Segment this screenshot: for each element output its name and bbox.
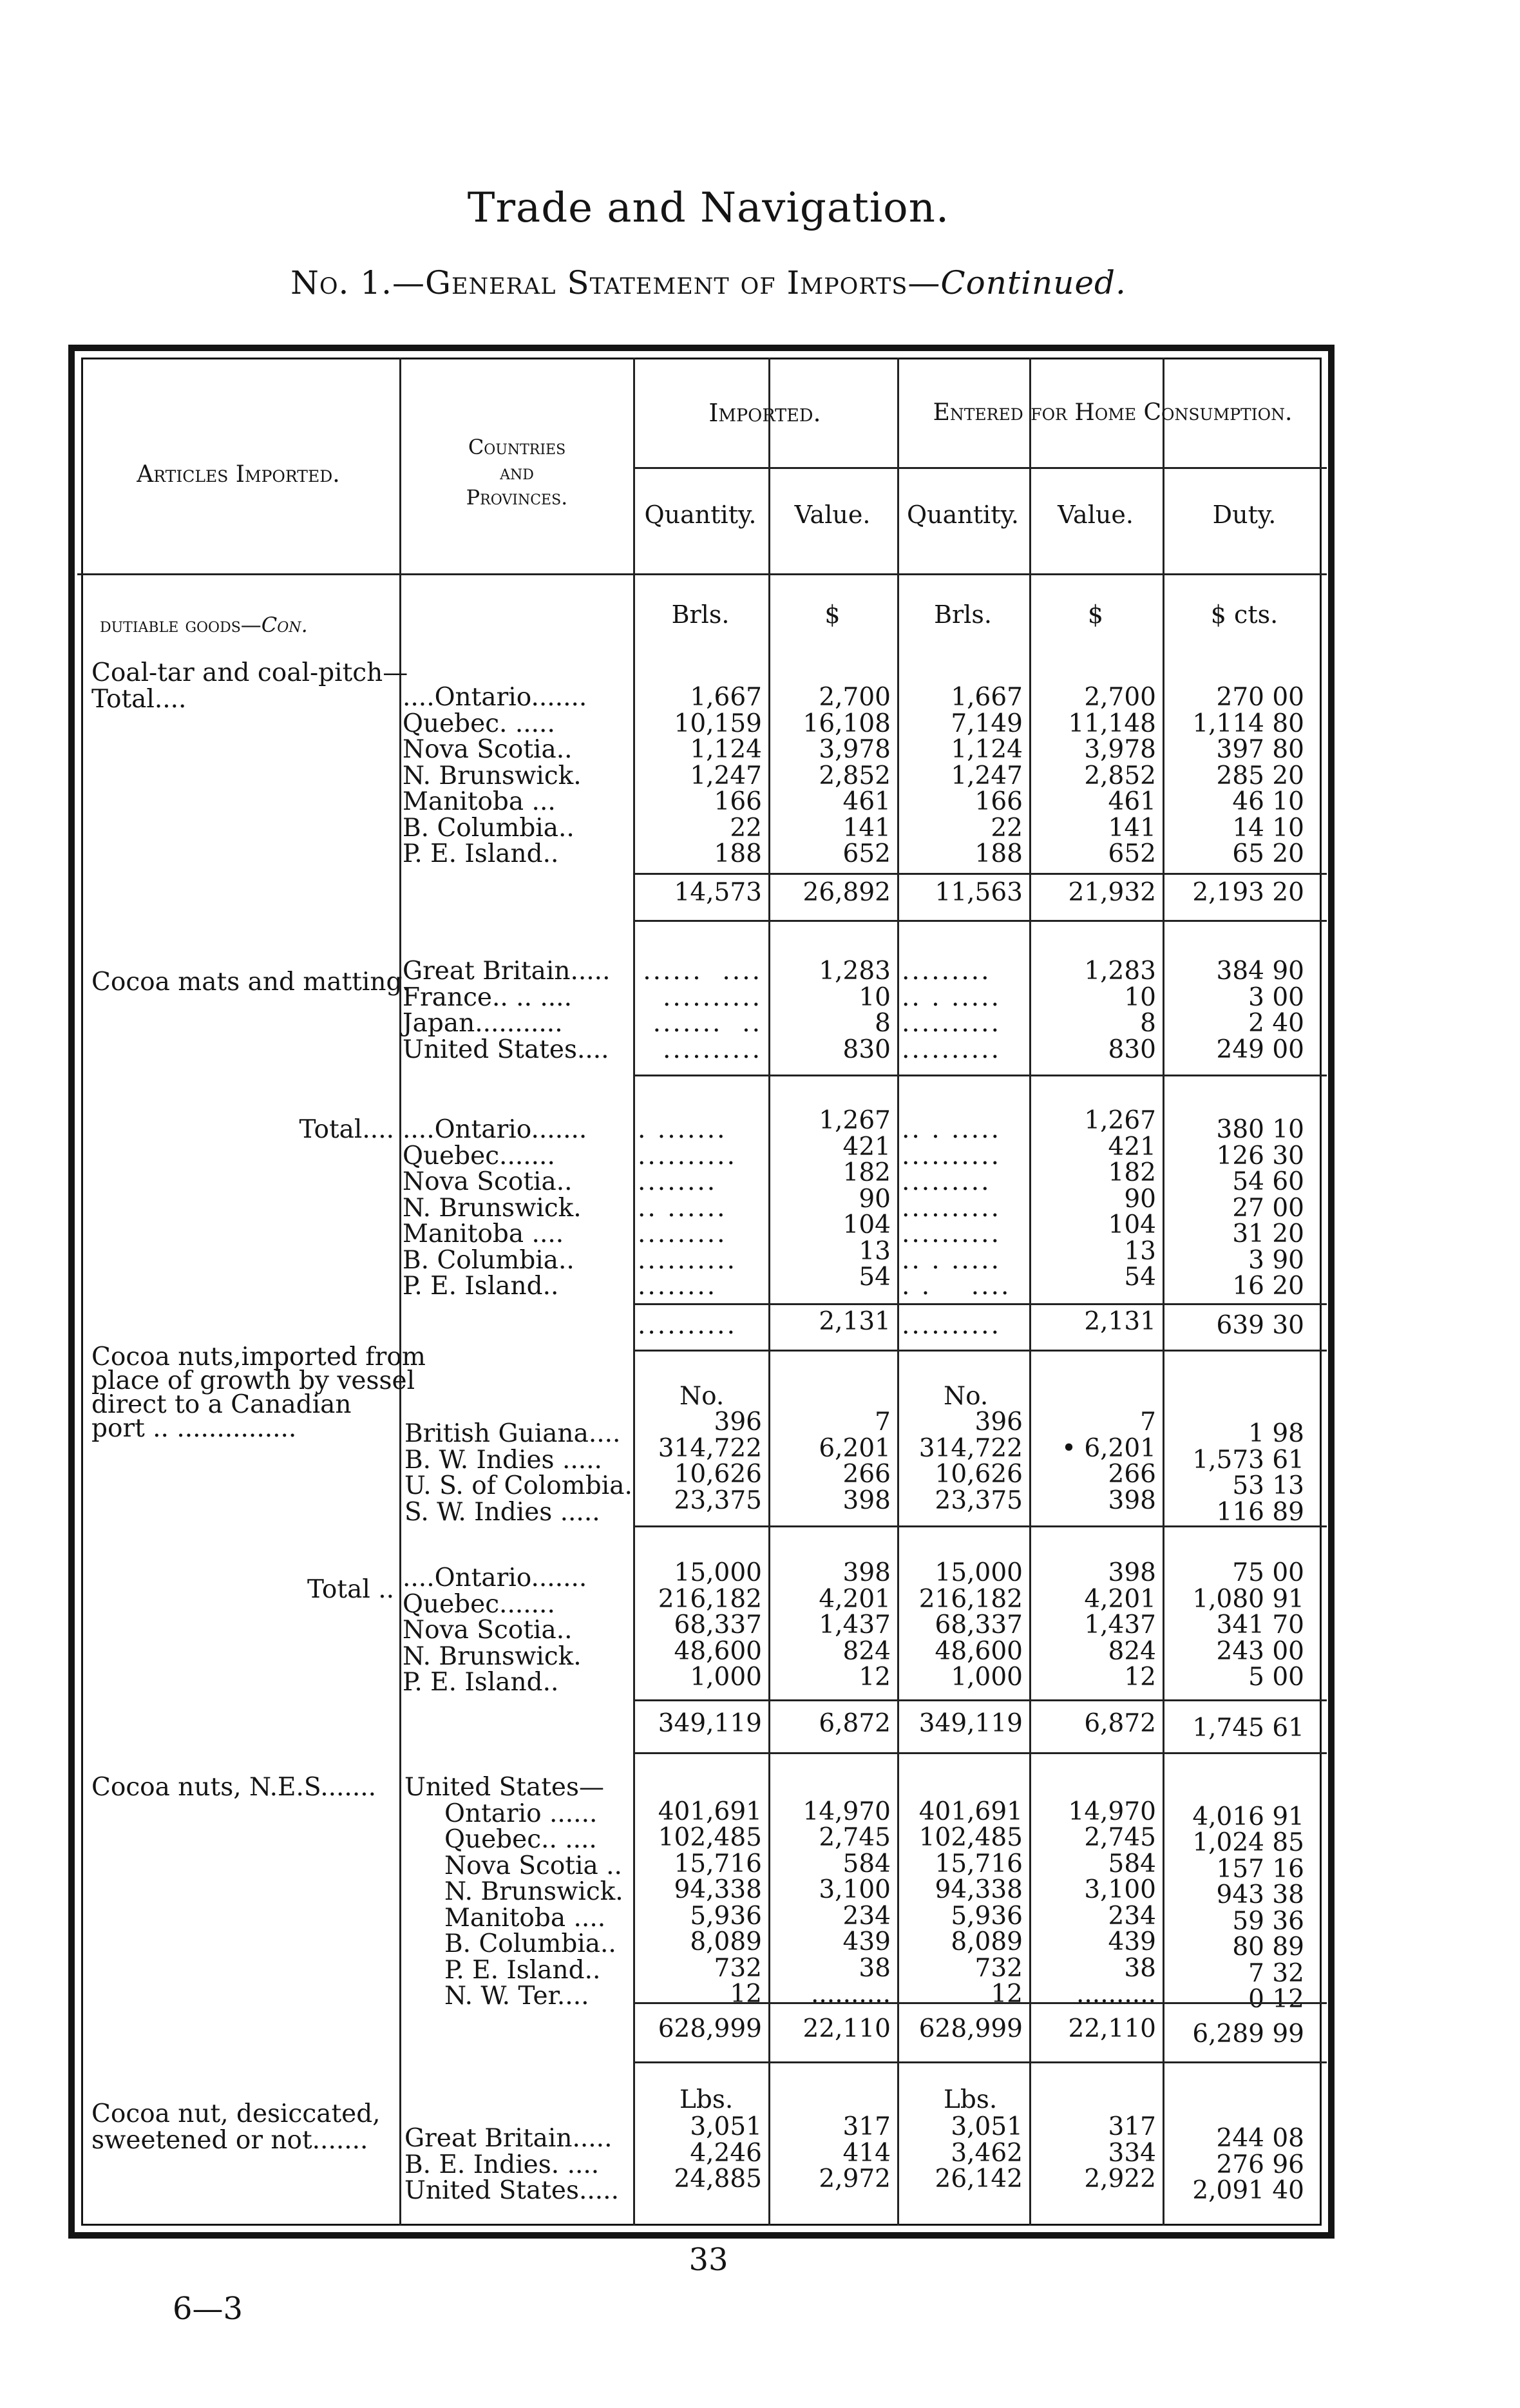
rule-coal-tar-total-top xyxy=(634,873,1327,875)
unit-lbs-home: Lbs. xyxy=(944,2085,998,2114)
total-qty2-coal-tar: 11,563 xyxy=(935,878,1023,907)
countries-cocoa-nut-desiccated: Great Britain..... B. E. Indies. .... United States..... xyxy=(404,2124,619,2205)
duty-cocoa-nuts-direct: 1 98 1,573 61 53 13 116 89 xyxy=(1192,1419,1304,1527)
article-cocoa-nuts-direct: Cocoa nuts,imported from place of growth by vessel direct to a Canadian port .. ............... xyxy=(91,1343,426,1443)
qty2-coal-tar: 1,667 7,149 1,124 1,247 166 22 188 xyxy=(951,683,1023,868)
rule-cocoa-nuts-nes-total-bottom xyxy=(634,2061,1327,2063)
countries-cocoa-nuts-direct: British Guiana.... B. W. Indies ..... U. S. of Colombia. S. W. Indies ..... xyxy=(404,1419,632,1527)
total-val-cocoa-mats: 2,131 xyxy=(819,1307,891,1336)
unit-duty: $ cts. xyxy=(1210,600,1278,629)
total-qty-coal-tar: 14,573 xyxy=(674,878,762,907)
unit-lbs-imported: Lbs. xyxy=(679,2085,734,2114)
val-cocoa-mats: 1,283 10 8 830 xyxy=(819,957,891,1064)
header-imported-value: Value. xyxy=(794,501,871,529)
subtitle-main: No. 1.—General Statement of Imports— xyxy=(290,264,941,301)
subtitle-continued: Continued. xyxy=(940,264,1126,301)
article-coal-tar: Coal-tar and coal-pitch— Total.... xyxy=(91,658,408,714)
val2-cocoa-nuts-total: 398 4,201 1,437 824 12 xyxy=(1084,1558,1156,1692)
unit-home-value: $ xyxy=(1087,600,1104,629)
qty-cocoa-mats: ...... .... .......... ....... .. .......... xyxy=(643,957,762,1064)
duty-cocoa-nuts-nes: 4,016 91 1,024 85 157 16 943 38 59 36 80 89 7 32 0 12 xyxy=(1192,1802,1304,2014)
total-qty-cocoa-mats: .......... xyxy=(638,1311,737,1340)
statement-subtitle xyxy=(0,264,1417,301)
total-qty2-cocoa-nuts: 349,119 xyxy=(918,1709,1023,1738)
total-duty-cocoa-nuts: 1,745 61 xyxy=(1192,1714,1304,1743)
val-cocoa-mats-total: 1,267 421 182 90 104 13 54 xyxy=(819,1106,891,1292)
val-cocoa-nut-desiccated: 317 414 2,972 xyxy=(819,2112,891,2193)
total-val2-coal-tar: 21,932 xyxy=(1068,878,1156,907)
countries-coal-tar: ....Ontario....... Quebec. ..... Nova Scotia.. N. Brunswick. Manitoba ... B. Columbia.. P. E. Island.. xyxy=(403,683,587,868)
countries-cocoa-mats: Great Britain..... France.. .. .... Japan........... United States.... xyxy=(403,957,611,1064)
unit-home-quantity: Brls. xyxy=(934,600,992,629)
total-duty-coal-tar: 2,193 20 xyxy=(1192,878,1304,907)
val2-cocoa-nut-desiccated: 317 334 2,922 xyxy=(1084,2112,1156,2193)
article-cocoa-nut-desiccated: Cocoa nut, desiccated, sweetened or not....... xyxy=(91,2099,381,2155)
rule-header-bottom xyxy=(77,573,1327,575)
article-cocoa-mats: Cocoa mats and matting. xyxy=(91,968,410,997)
total-val2-cocoa-mats: 2,131 xyxy=(1084,1307,1156,1336)
total-qty-cocoa-nuts: 349,119 xyxy=(658,1709,762,1738)
val2-coal-tar: 2,700 11,148 3,978 2,852 461 141 652 xyxy=(1068,683,1156,868)
val-cocoa-nuts-direct: 7 6,201 266 398 xyxy=(819,1408,891,1515)
duty-cocoa-nut-desiccated: 244 08 276 96 2,091 40 xyxy=(1192,2124,1304,2205)
article-cocoa-mats-total: Total.... xyxy=(299,1115,394,1144)
rule-cocoa-nuts-total-bottom xyxy=(634,1752,1327,1754)
qty-coal-tar: 1,667 10,159 1,124 1,247 166 22 188 xyxy=(674,683,762,868)
duty-cocoa-mats: 384 90 3 00 2 40 249 00 xyxy=(1216,957,1304,1064)
rule-cocoa-nuts-nes-total-top xyxy=(634,2002,1327,2004)
header-imported: Imported. xyxy=(708,399,821,427)
section-label xyxy=(100,612,308,638)
header-duty: Duty. xyxy=(1212,501,1277,529)
qty-cocoa-nuts-total: 15,000 216,182 68,337 48,600 1,000 xyxy=(658,1558,762,1692)
qty2-cocoa-nut-desiccated: 3,051 3,462 26,142 xyxy=(935,2112,1023,2193)
qty-cocoa-mats-total: . ....... .......... ........ .. ...... ......... .......... ........ xyxy=(638,1115,737,1301)
rule-cocoa-mats-total-top xyxy=(634,1303,1327,1305)
qty2-cocoa-nuts-total: 15,000 216,182 68,337 48,600 1,000 xyxy=(918,1558,1023,1692)
total-qty2-cocoa-nuts-nes: 628,999 xyxy=(918,2014,1023,2043)
rule-cocoa-nuts-total-top xyxy=(634,1699,1327,1701)
val2-cocoa-mats-total: 1,267 421 182 90 104 13 54 xyxy=(1084,1106,1156,1292)
unit-imported-value: $ xyxy=(824,600,841,629)
sheet-signature: 6—3 xyxy=(173,2291,243,2327)
header-countries-line1: Countries xyxy=(468,435,566,459)
rule-cocoa-nuts-direct-sep xyxy=(634,1525,1327,1527)
qty2-cocoa-mats: ......... .. . ..... .......... .......... xyxy=(902,957,1001,1064)
rule-countries-left xyxy=(399,358,401,2226)
header-imported-quantity: Quantity. xyxy=(644,501,757,529)
header-home-consumption: Entered for Home Consumption. xyxy=(933,399,1293,426)
qty-cocoa-nuts-nes: 401,691 102,485 15,716 94,338 5,936 8,089 732 12 xyxy=(658,1797,762,2009)
total-val-cocoa-nuts-nes: 22,110 xyxy=(803,2014,891,2043)
countries-cocoa-mats-total: ....Ontario....... Quebec....... Nova Scotia.. N. Brunswick. Manitoba .... B. Columbia.. P. E. Island.. xyxy=(403,1115,587,1301)
qty2-cocoa-nuts-direct: 396 314,722 10,626 23,375 xyxy=(918,1408,1023,1515)
page-number: 33 xyxy=(689,2242,728,2278)
val2-cocoa-nuts-direct: 7 • 6,201 266 398 xyxy=(1061,1408,1156,1515)
qty2-cocoa-mats-total: .. . ..... .......... ......... .......... .......... .. . ..... . . .... xyxy=(902,1115,1011,1301)
rule-cocoa-mats-sep xyxy=(634,1075,1327,1076)
total-duty-cocoa-mats: 639 30 xyxy=(1216,1311,1304,1340)
unit-no-home: No. xyxy=(944,1382,989,1411)
total-val2-cocoa-nuts: 6,872 xyxy=(1084,1709,1156,1738)
rule-coal-tar-total-bottom xyxy=(634,920,1327,922)
qty2-cocoa-nuts-nes: 401,691 102,485 15,716 94,338 5,936 8,089 732 12 xyxy=(918,1797,1023,2009)
val-coal-tar: 2,700 16,108 3,978 2,852 461 141 652 xyxy=(803,683,891,868)
val2-cocoa-mats: 1,283 10 8 830 xyxy=(1084,957,1156,1064)
total-val-coal-tar: 26,892 xyxy=(803,878,891,907)
header-countries-line2: and xyxy=(500,460,534,485)
header-home-value: Value. xyxy=(1058,501,1134,529)
unit-no-imported: No. xyxy=(679,1382,725,1411)
duty-cocoa-mats-total: 380 10 126 30 54 60 27 00 31 20 3 90 16 20 xyxy=(1216,1115,1304,1301)
page-title: Trade and Navigation. xyxy=(467,184,950,232)
section-label-text: dutiable goods— xyxy=(100,613,261,637)
qty-cocoa-nuts-direct: 396 314,722 10,626 23,375 xyxy=(658,1408,762,1515)
total-duty-cocoa-nuts-nes: 6,289 99 xyxy=(1192,2020,1304,2049)
article-cocoa-nuts-nes: Cocoa nuts, N.E.S....... xyxy=(91,1773,377,1802)
header-articles: Articles Imported. xyxy=(137,461,340,488)
article-cocoa-nuts-total: Total .. xyxy=(307,1575,394,1604)
total-val-cocoa-nuts: 6,872 xyxy=(819,1709,891,1738)
duty-coal-tar: 270 00 1,114 80 397 80 285 20 46 10 14 10 65 20 xyxy=(1192,683,1304,868)
qty-cocoa-nut-desiccated: 3,051 4,246 24,885 xyxy=(674,2112,762,2193)
unit-imported-quantity: Brls. xyxy=(671,600,730,629)
countries-cocoa-nuts-total: ....Ontario....... Quebec....... Nova Scotia.. N. Brunswick. P. E. Island.. xyxy=(403,1563,587,1697)
header-countries xyxy=(403,435,631,510)
rule-cocoa-mats-total-bottom xyxy=(634,1350,1327,1352)
duty-cocoa-nuts-total: 75 00 1,080 91 341 70 243 00 5 00 xyxy=(1192,1558,1304,1692)
section-label-italic: Con. xyxy=(261,613,308,637)
total-val2-cocoa-nuts-nes: 22,110 xyxy=(1068,2014,1156,2043)
val-cocoa-nuts-nes: 14,970 2,745 584 3,100 234 439 38 .......... xyxy=(803,1797,891,2009)
val2-cocoa-nuts-nes: 14,970 2,745 584 3,100 234 439 38 .......... xyxy=(1068,1797,1156,2009)
total-qty-cocoa-nuts-nes: 628,999 xyxy=(658,2014,762,2043)
header-countries-line3: Provinces. xyxy=(466,485,568,510)
rule-header-sub xyxy=(634,467,1327,469)
header-home-quantity: Quantity. xyxy=(907,501,1019,529)
total-qty2-cocoa-mats: .......... xyxy=(902,1311,1001,1340)
countries-cocoa-nuts-nes: United States— Ontario ...... Quebec.. .... Nova Scotia .. N. Brunswick. Manitoba .... B. Columbia.. P. E. Island.. N. W. Ter.... xyxy=(404,1773,623,2011)
val-cocoa-nuts-total: 398 4,201 1,437 824 12 xyxy=(819,1558,891,1692)
